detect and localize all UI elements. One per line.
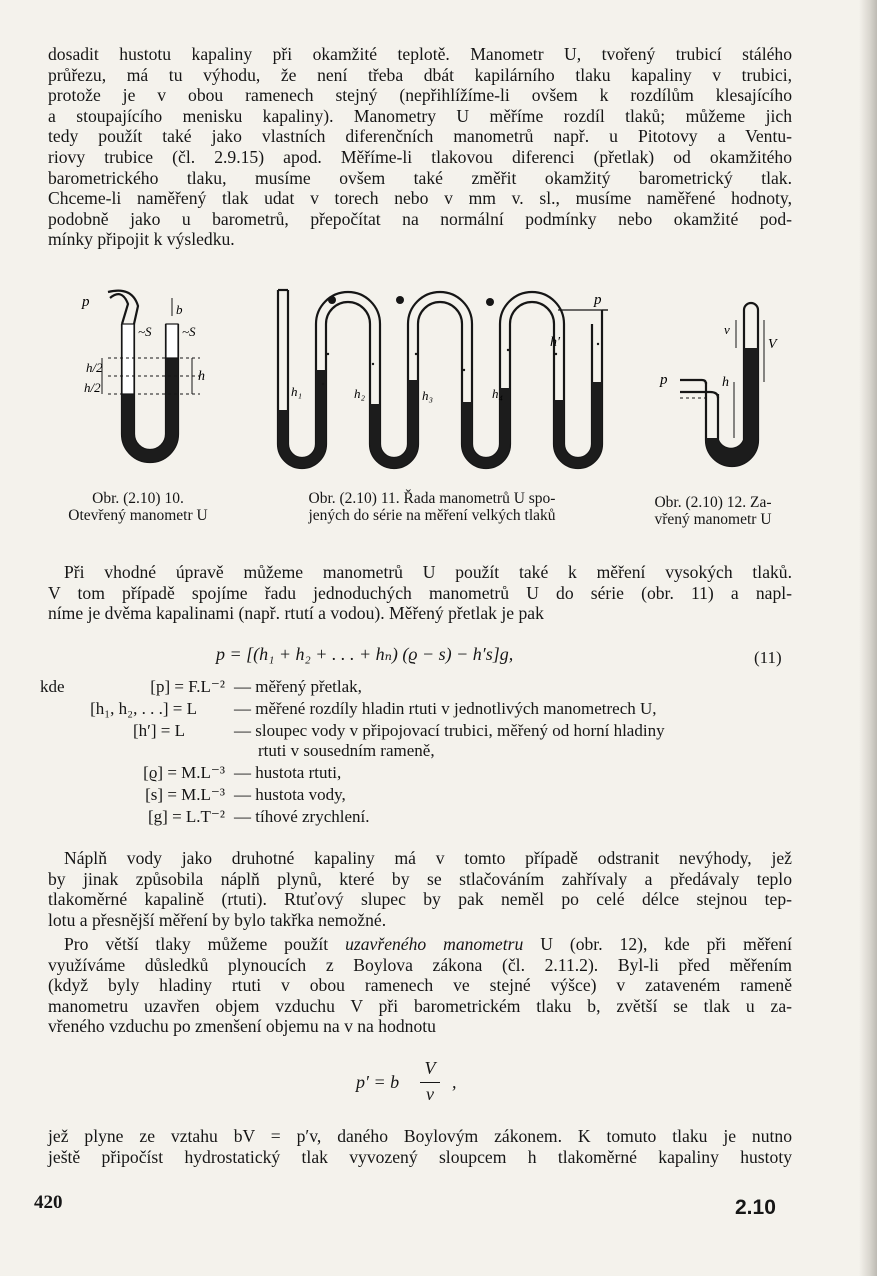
text-line: průřezu, má tu výhodu, že není třeba dbát kapilárního tlaku kapaliny v trubici, — [48, 64, 792, 85]
text-line: ještě připočíst hydrostatický tlak vyvozený sloupcem h tlakoměrné kapaliny hustoty — [48, 1146, 792, 1167]
label-V: V — [768, 337, 777, 352]
symbol-desc: — měřený přetlak, — [234, 677, 362, 696]
boyle-denominator: v — [426, 1084, 434, 1104]
symbol-list — [0, 677, 877, 827]
text-line: tlakoměrné kapalině (rtuti). Rtuťový slupec by pak neměl po celé délce stejnou tep- — [48, 889, 792, 910]
equation-11-number: (11) — [754, 648, 782, 667]
symbol-desc: rtuti v sousedním rameně, — [258, 741, 435, 760]
text-line: Při vhodné úpravě můžeme manometrů U použít také k měření vysokých tlaků. — [64, 562, 792, 582]
symbol: [h′] = L — [132, 721, 185, 740]
caption-line: Obr. (2.10) 12. Za- — [654, 494, 772, 511]
label-h: h — [722, 375, 729, 390]
text-line: využíváme důsledků plynoucích z Boylova zákona (čl. 2.11.2). Byl-li před měřením — [48, 954, 792, 975]
text-line: (když byly hladiny rtuti v obou ramenech ve stejné výšce) v zataveném rameně — [48, 975, 792, 996]
text-line: Chceme-li naměřený tlak udat v torech nebo v mm v. sl., musíme naměřené hodnoty, — [48, 188, 792, 209]
text-span: Pro větší tlaky můžeme použít — [64, 934, 346, 954]
symbol-desc: — hustota vody, — [234, 785, 346, 804]
kde-label: kde — [40, 677, 65, 696]
equation-11: p = [(h₁ + h₂ + . . . + hₙ) (ϱ − s) − h′s]g, — [216, 644, 514, 664]
page-number: 420 — [34, 1192, 63, 1213]
text-line: lotu a přesnější měření by bylo takřka nemožné. — [48, 909, 387, 930]
symbol-desc: — tíhové zrychlení. — [234, 807, 370, 826]
text-span: U (obr. 12), kde při měření — [523, 934, 792, 954]
text-line: jež plyne ze vztahu bV = p′v, daného Boylovým zákonem. K tomuto tlaku je nutno — [48, 1126, 792, 1146]
text-line: tedy použít také jako vlastních diferenčních manometrů např. u Pitotovy a Ventu- — [48, 126, 792, 147]
label-h4: h₄ — [492, 386, 504, 401]
text-line: V tom případě spojíme řadu jednoduchých manometrů U do série (obr. 11) a napl- — [48, 582, 792, 603]
label-s-right: ~S — [182, 324, 196, 339]
italic-term: uzavřeného manometru — [345, 934, 524, 954]
label-v: v — [724, 322, 730, 337]
label-h-prime: h′ — [550, 335, 561, 350]
symbol-desc: — hustota rtuti, — [234, 763, 342, 782]
figure-series-manometers — [268, 284, 614, 480]
label-b: b — [176, 302, 183, 317]
boyle-numerator: V — [424, 1058, 436, 1078]
symbol: [p] = F.L⁻² — [150, 677, 225, 696]
intro-paragraph — [48, 44, 792, 250]
text-line — [48, 934, 792, 955]
symbol: [ϱ] = M.L⁻³ — [143, 763, 225, 782]
symbol: [g] = L.T⁻² — [148, 807, 225, 826]
text-line: riovy trubice (čl. 2.9.15) apod. Měříme-li tlakovou diferenci (přetlak) od okamžitého — [48, 146, 792, 167]
label-h-half-bottom: h/2 — [84, 380, 101, 395]
boyle-lhs: p′ = b — [356, 1072, 400, 1092]
caption-fig11 — [256, 490, 608, 524]
figure-closed-manometer — [650, 290, 790, 480]
text-line: barometrického tlaku, musíme ovšem také změřit okamžitý barometrický tlak. — [48, 167, 792, 188]
water-paragraph — [48, 848, 792, 930]
text-line: manometru uzavřen objem vzduchu V při barometrickém tlaku b, zvětší se tlak u za- — [48, 995, 792, 1016]
page-edge-shadow — [859, 0, 877, 1276]
text-line: protože je v obou ramenech stejný (nepřihlížíme-li ovšem k rozdílům klesajícího — [48, 85, 792, 106]
symbol: [h₁, h₂, . . .] = L — [90, 699, 197, 718]
label-h: h — [198, 369, 205, 384]
label-h2: h₂ — [354, 386, 366, 401]
series-paragraph — [48, 562, 792, 624]
caption-fig12 — [628, 494, 798, 528]
caption-line: vřený manometr U — [654, 511, 772, 528]
symbol-desc: — sloupec vody v připojovací trubici, měřený od horní hladiny — [234, 721, 665, 740]
text-line: níme je dvěma kapalinami (např. rtutí a vodou). Měřený přetlak je pak — [48, 603, 544, 624]
text-line: Náplň vody jako druhotné kapaliny má v tomto případě odstranit nevýhody, jež — [64, 848, 792, 868]
final-paragraph — [48, 1126, 792, 1167]
label-p: p — [594, 292, 602, 308]
label-h1: h₁ — [291, 384, 303, 399]
symbol-desc: — měřené rozdíly hladin rtuti v jednotlivých manometrech U, — [234, 699, 657, 718]
caption-line: jených do série na měření velkých tlaků — [308, 507, 556, 524]
closed-paragraph — [48, 934, 792, 1037]
text-line: dosadit hustotu kapaliny při okamžité teplotě. Manometr U, tvořený trubicí stálého — [48, 44, 792, 64]
caption-line: Otevřený manometr U — [68, 507, 208, 524]
label-s-left: ~S — [138, 324, 152, 339]
text-line: mínky připojit k výsledku. — [48, 229, 235, 250]
caption-fig10 — [40, 490, 236, 524]
label-p: p — [82, 294, 90, 310]
text-line: podobně jako u barometrů, přepočítat na normální podmínky nebo okamžité pod- — [48, 208, 792, 229]
label-h-half-top: h/2 — [86, 360, 103, 375]
figure-open-manometer — [60, 284, 220, 480]
symbol: [s] = M.L⁻³ — [145, 785, 225, 804]
text-line: vřeného vzduchu po zmenšení objemu na v na hodnotu — [48, 1016, 436, 1037]
fraction-bar — [420, 1082, 440, 1083]
caption-line: Obr. (2.10) 10. — [92, 490, 184, 507]
caption-line: Obr. (2.10) 11. Řada manometrů U spo- — [308, 490, 556, 507]
boyle-tail: , — [452, 1072, 457, 1092]
label-h3: h₃ — [422, 388, 434, 403]
text-line: by jinak způsobila náplň plynů, které by se stlačováním zahřívaly a předávaly teplo — [48, 868, 792, 889]
label-p: p — [660, 372, 668, 388]
section-number: 2.10 — [735, 1196, 776, 1219]
text-line: a stoupajícího menisku kapaliny). Manometry U měříme rozdíl tlaků; můžeme jich — [48, 105, 792, 126]
